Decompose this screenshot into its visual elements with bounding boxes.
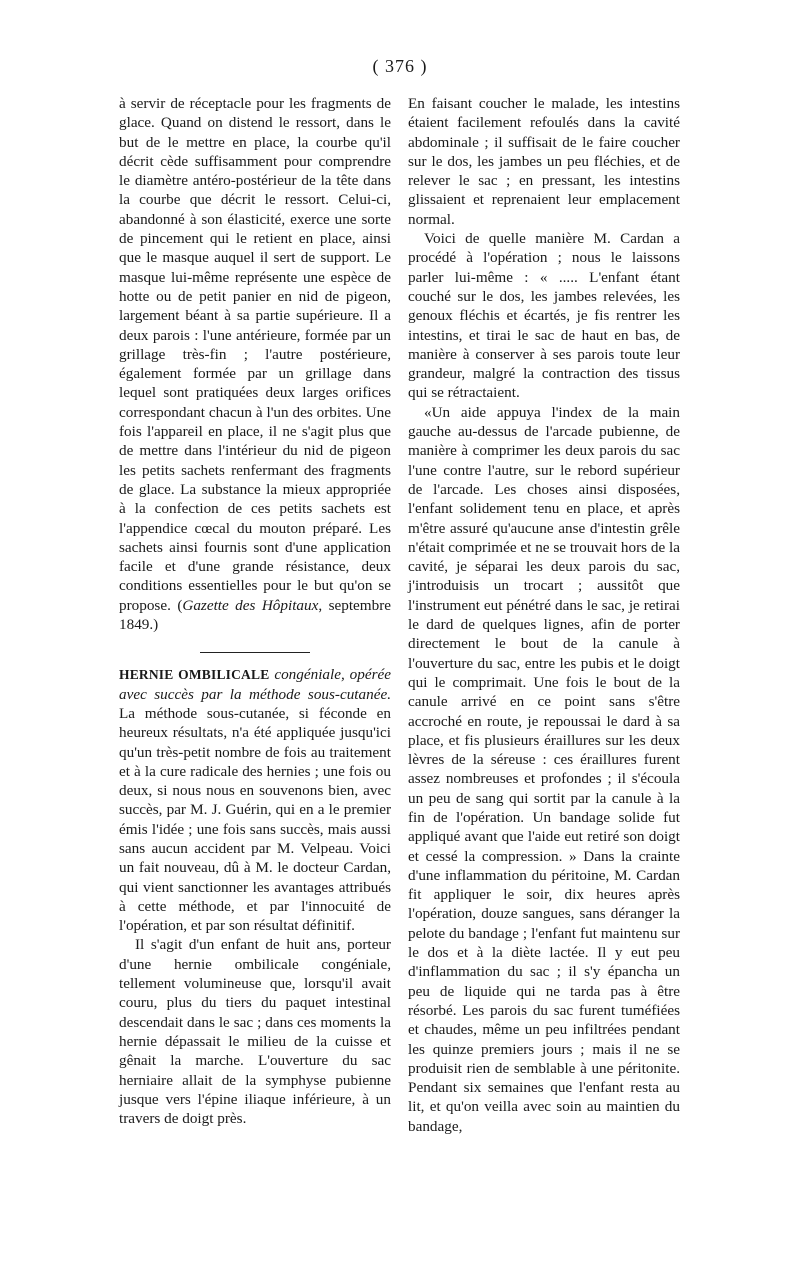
person-name: M. [255,859,273,877]
paragraph [408,229,680,403]
citation-open: ( [177,596,183,614]
person-name: M. [593,230,611,248]
paragraph [408,403,680,1136]
section-subtitle: congéniale, opérée avec succès par la méthode sous-cutanée. [119,666,392,703]
person-name: M. [614,866,632,884]
paragraph [119,94,391,634]
section-heading-paragraph [119,665,391,935]
section-divider [200,652,310,653]
citation-source: Gazette des Hôpitaux [182,596,319,614]
paragraph-text: «Un aide appuya l'index de la main gauche au-dessus de l'arcade pubienne, de manière à comprimer les deux parois du sac l'une contre l'autre, sur le rebord supérieur de l'arcade. Les choses ainsi disposées, l'enfant solidement tenu en place, et après m'être assuré qu'aucune anse d'intestin grêle n'était comprimée et ne se trouvait hors de la cavité, je séparai les deux parois du sac, j'introduisis un trocart ; aussitôt que l'instrument eut pénétré dans le sac, je retirai le dard de quelques lignes, afin de porter directement le bout de la canule à l'ouverture du sac, entre les pubis et le doigt qui le comprimait. Une fois le bout de la canule arrivé en ce point sans s'être accroché en route, je repoussai le dard à sa place, et fis plusieurs éraillures sur les deux lèvres de la séreuse : ces éraillures furent assez nombreuses et profondes ; il s'écoula un peu de sang qui sortit par la canule à la fin de l'opération. Un bandage solide fut appliqué avant que l'aide eut retiré son doigt et cessé la compression. » Dans la crainte d'une inflammation du péritoine, [408,403,680,884]
paragraph-text: Velpeau. Voici un fait nouveau, dû à [119,839,392,877]
left-column [119,94,391,1128]
paragraph-text: à servir de réceptacle pour les fragments de glace. Quand on distend le ressort, dans le but de le mettre en place, la courbe qu'il décrit cède suffisamment pour comprendre le diamètre antéro-postérieur de la tête dans la courbe que décrit le ressort. Celui-ci, abandonné à son élasticité, exerce une sorte de pincement qui le retient en place, ainsi que le masque auquel il sert de support. Le masque lui-même représente une espèce de hotte ou de petit panier en nid de pigeon, largement béant à sa partie supérieure. Il a deux parois : l'une antérieure, formée par un grillage très-fin ; l'autre postérieure, également formée par un grillage dans lequel sont pratiquées deux larges orifices correspondant chacun à l'un des orbites. Une fois l'appareil en place, il ne s'agit plus que de mettre dans l'intérieur du nid de pigeon les petits sachets renfermant des fragments de glace. La substance la mieux appropriée à la confection de ces petits sachets est l'appendice cœcal du mouton préparé. Les sachets ainsi fournis sont d'une application facile et d'une grande résistance, deux conditions essentielles pour le but qu'on se propose. [119,95,391,614]
page-number: ( 376 ) [372,56,428,76]
person-name: M. [276,839,295,857]
paragraph-text: Guérin, qui en a le premier émis l'idée ; une fois sans succès, mais aussi sans aucun accident par [119,801,392,857]
paragraph-text: La méthode sous-cutanée, si féconde en heureux résultats, n'a été appliquée jusqu'ici qu'un très-petit nombre de fois au traitement et à la cure radicale des hernies ; une fois ou deux, si nous nous en souvenons bien, avec succès, par [119,704,391,819]
paragraph-text: Cardan fit appliquer le soir, dix heures après l'opération, douze sangues, sans déranger la pelote du bandage ; l'enfant fut maintenu sur le dos et à la diète lactée. Il y eut peu d'inflammation du sac ; il s'y épancha un peu de liquide qui ne tarda pas à être résorbé. Les parois du sac furent tuméfiées et chaudes, même un peu infiltrées pendant les quinze premiers jours ; mais il ne se produisit rien de semblable à une péritonite. Pendant six semaines que l'enfant resta au lit, et qu'on veilla avec soin au maintien du bandage, [408,866,681,1135]
citation-rest: , septembre 1849.) [119,596,391,634]
paragraph-text: Voici de quelle manière [424,230,585,248]
paragraph: En faisant coucher le malade, les intestins étaient facilement refoulés dans la cavité abdominale ; il suffisait de le faire coucher sur le dos, les jambes un peu fléchies, et de relever le sac ; en pressant, les intestins glissaient et reprenaient leur emplacement normal. [408,95,680,228]
paragraph-text: le docteur Cardan, qui vient sanctionner les avantages attribués à cette méthode, et par l'innocuité de l'opération, et par son résultat définitif. [119,859,392,935]
paragraph: Il s'agit d'un enfant de huit ans, porteur d'une hernie ombilicale congéniale, tellement volumineuse que, lorsqu'il avait couru, plus du tiers du paquet intestinal descendait dans le sac ; dans ces moments la hernie dépassait le milieu de la cuisse et gênait la marche. L'ouverture du sac herniaire allait de la symphyse pubienne jusque vers l'épine iliaque inférieure, à un travers de doigt près. [119,936,391,1128]
section-heading: HERNIE OMBILICALE [119,667,270,683]
right-column [408,94,680,1136]
person-name: M. J. [190,801,222,819]
paragraph-text: Cardan a procédé à l'opération ; nous le laissons parler lui-même : « ..... L'enfant étant couché sur le dos, les jambes relevées, les genoux fléchis et écartés, je fis rentrer les intestins, et tirai le sac de haut en bas, de manière à conserver à ses parois toute leur grandeur, malgré la contraction des tissus qui se rétractaient. [408,230,680,402]
